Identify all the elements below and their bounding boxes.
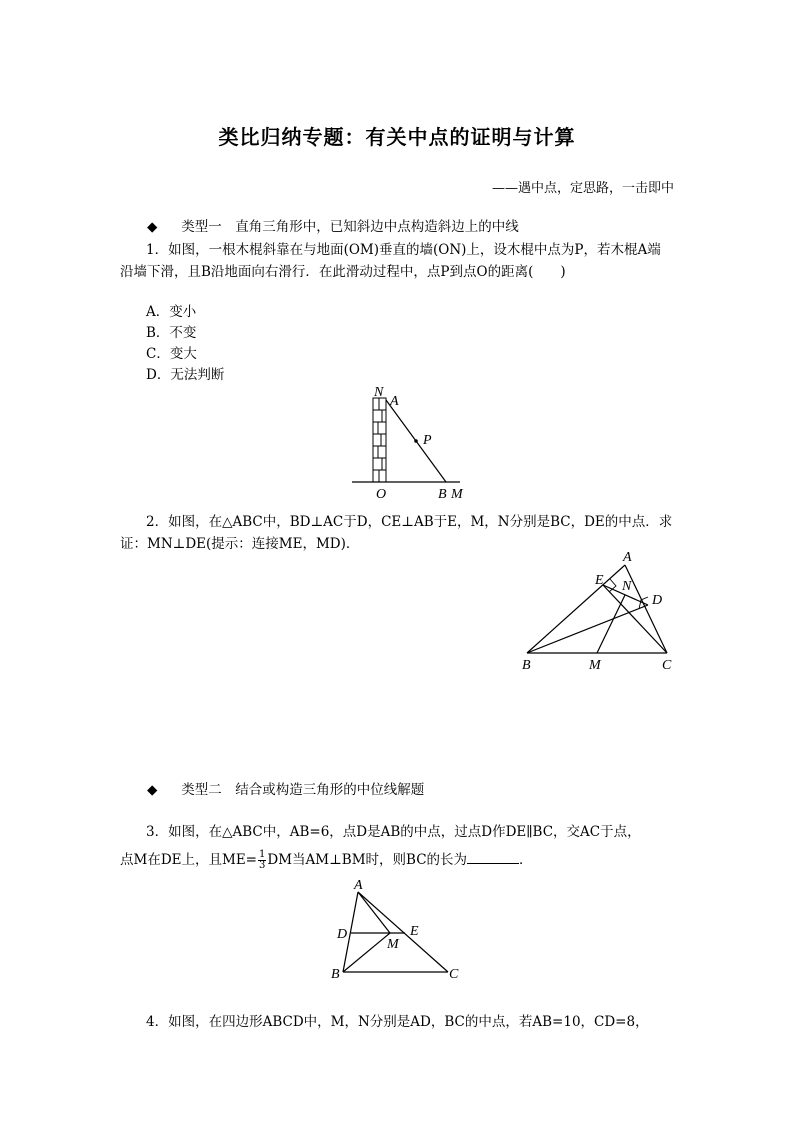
q1-option-a: A．变小 (146, 304, 197, 320)
label-m: M (451, 487, 463, 502)
type2-heading (147, 778, 424, 798)
q3-line2-end: ． (519, 852, 533, 868)
segment-bm (343, 933, 390, 972)
q3-line2-start: 点M在DE上，且ME= (120, 852, 257, 868)
q1-line2: 沿墙下滑，且B沿地面向右滑行．在此滑动过程中，点P到点O的距离( ) (120, 264, 566, 280)
subtitle: ——遇中点，定思路，一击即中 (491, 181, 674, 196)
label-c: C (662, 658, 672, 673)
label-o: O (376, 487, 387, 502)
label-d: D (337, 927, 348, 942)
label-e: E (595, 573, 604, 588)
q1-option-c: C．变大 (146, 346, 197, 362)
label-m: M (387, 937, 399, 952)
q3-line1: 3．如图，在△ABC中，AB=6，点D是AB的中点，过点D作DE∥BC，交AC于点， (146, 824, 641, 840)
side-ab (527, 565, 625, 653)
page-title: 类比归纳专题：有关中点的证明与计算 (218, 125, 576, 149)
label-b: B (438, 487, 447, 502)
label-p: P (423, 433, 432, 448)
q3-line2-middle: DM当AM⊥BM时，则BC的长为 (267, 852, 468, 868)
label-a: A (354, 878, 363, 893)
type1-heading-text: 类型一 直角三角形中，已知斜边中点构造斜边上的中线 (181, 219, 519, 235)
wall-icon (373, 398, 386, 482)
q3-line2 (120, 848, 533, 871)
label-b: B (331, 967, 340, 982)
label-e: E (410, 924, 419, 939)
type1-heading (147, 215, 519, 235)
diamond-bullet-icon: ◆ (147, 782, 158, 798)
q4-line1: 4．如图，在四边形ABCD中，M，N分别是AD，BC的中点，若AB=10，CD=8， (146, 1014, 649, 1030)
label-m: M (589, 658, 601, 673)
label-b: B (522, 658, 531, 673)
answer-blank[interactable] (467, 851, 519, 864)
label-c: C (449, 967, 459, 982)
label-d: D (652, 593, 663, 608)
label-a: A (390, 394, 399, 409)
q2-line1: 2．如图，在△ABC中，BD⊥AC于D，CE⊥AB于E，M，N分别是BC，DE的中点．求 (146, 514, 673, 530)
type2-heading-text: 类型二 结合或构造三角形的中位线解题 (181, 782, 425, 798)
q2-figure (515, 545, 690, 675)
q1-option-d: D．无法判断 (146, 367, 225, 383)
segment-bd (527, 605, 648, 653)
fraction-numerator: 1 (259, 849, 266, 860)
q1-figure (340, 380, 480, 502)
q1-line1: 1．如图，一根木棍斜靠在与地面(OM)垂直的墙(ON)上，设木棍中点为P，若木棍A端 (146, 242, 661, 258)
fraction-denominator: 3 (259, 860, 266, 871)
q2-line2: 证：MN⊥DE(提示：连接ME，MD)． (120, 536, 360, 552)
one-third-fraction (258, 850, 266, 871)
label-n: N (374, 385, 384, 400)
diamond-bullet-icon: ◆ (147, 219, 158, 235)
side-ac (358, 892, 448, 972)
q3-figure (330, 878, 470, 988)
segment-am (358, 892, 390, 933)
point-p (414, 439, 418, 443)
q1-option-b: B．不变 (146, 325, 197, 341)
label-a: A (623, 550, 632, 565)
label-n: N (622, 579, 632, 594)
